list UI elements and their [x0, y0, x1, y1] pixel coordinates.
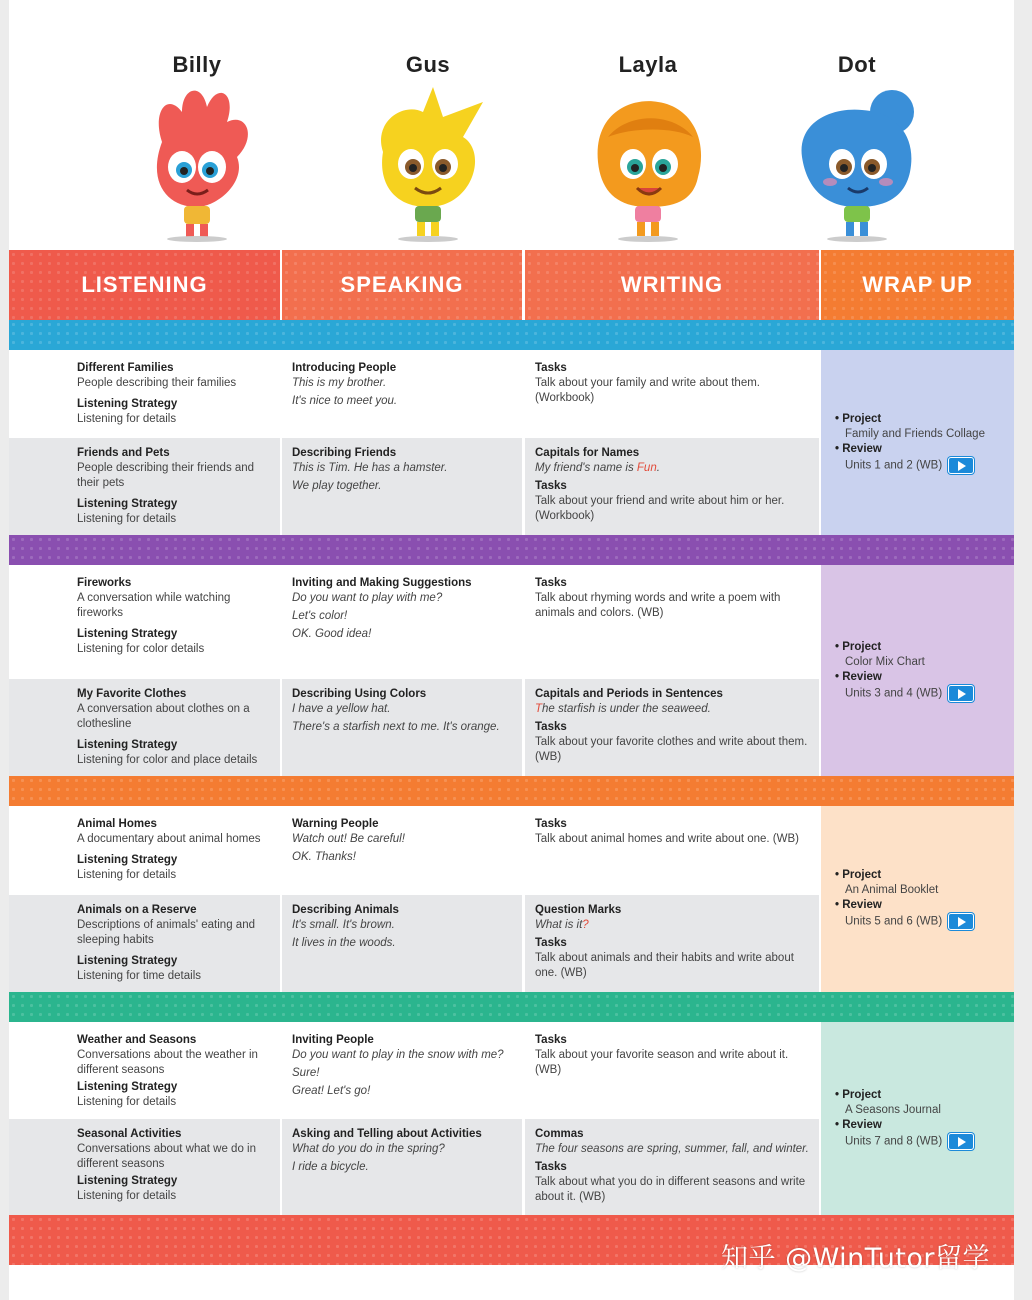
speaking-line: Sure! [292, 1067, 320, 1079]
writing-cell [525, 1119, 819, 1215]
tasks-text: Talk about rhyming words and write a poem with animals and colors. (WB) [535, 592, 781, 619]
video-play-icon[interactable] [948, 457, 974, 474]
strategy-text: Listening for details [77, 513, 177, 525]
writing-cell [525, 350, 819, 436]
speaking-line: Do you want to play in the snow with me? [292, 1049, 504, 1061]
speaking-line: Great! Let's go! [292, 1085, 371, 1097]
speaking-line: It's small. It's brown. [292, 919, 395, 931]
strategy-text: Listening for details [77, 413, 177, 425]
writing-title: Question Marks [535, 904, 622, 916]
strategy-text: Listening for color and place details [77, 754, 258, 766]
speaking-title: Describing Friends [292, 447, 397, 459]
listening-cell [9, 679, 280, 776]
wrapup-project-label: • Project [835, 641, 882, 653]
speaking-cell [282, 1022, 522, 1117]
listening-cell [9, 438, 280, 535]
speaking-cell [282, 1119, 522, 1215]
wrapup-review: Units 3 and 4 (WB) [835, 685, 1006, 702]
watermark-text: 知乎 @WinTutor留学 [721, 1243, 991, 1274]
wrapup-project-label: • Project [835, 413, 882, 425]
wrapup-review: Units 5 and 6 (WB) [835, 913, 1006, 930]
listening-cell [9, 565, 280, 677]
speaking-line: OK. Thanks! [292, 851, 356, 863]
speaking-cell [282, 438, 522, 535]
column-divider [522, 250, 524, 320]
speaking-title: Warning People [292, 818, 379, 830]
listening-cell [9, 1022, 280, 1117]
strategy-label: Listening Strategy [77, 739, 178, 751]
wrapup-review-label: • Review [835, 899, 882, 911]
column-divider [819, 250, 821, 320]
header-speaking: SPEAKING [282, 250, 522, 320]
speaking-line: I ride a bicycle. [292, 1161, 369, 1173]
tasks-text: Talk about animal homes and write about one. (WB) [535, 833, 799, 845]
strategy-label: Listening Strategy [77, 628, 178, 640]
tasks-label: Tasks [535, 1161, 567, 1173]
tasks-text: Talk about what you do in different seasons and write about it. (WB) [535, 1176, 806, 1203]
speaking-line: We play together. [292, 480, 382, 492]
strategy-text: Listening for color details [77, 643, 205, 655]
character-layla [548, 52, 748, 250]
lesson-title: Seasonal Activities [77, 1128, 182, 1140]
character-dot [757, 52, 957, 250]
writing-example: What is it? [535, 919, 589, 931]
speaking-line: Let's color! [292, 610, 348, 622]
wrapup-panel-3 [821, 806, 1014, 992]
wrapup-review: Units 1 and 2 (WB) [835, 457, 1006, 474]
billy-mascot-icon [122, 82, 272, 242]
character-name: Layla [618, 52, 678, 77]
lesson-desc: Conversations about what we do in different seasons [77, 1143, 256, 1170]
wrapup-panel-1 [821, 350, 1014, 535]
wrapup-project: A Seasons Journal [845, 1104, 941, 1116]
writing-example: The starfish is under the seaweed. [535, 703, 711, 715]
lesson-desc: Descriptions of animals' eating and sleeping habits [77, 919, 255, 946]
listening-cell [9, 806, 280, 893]
lesson-desc: People describing their friends and their pets [77, 462, 255, 489]
character-name: Gus [405, 52, 451, 77]
writing-title: Commas [535, 1128, 584, 1140]
strategy-label: Listening Strategy [77, 498, 178, 510]
speaking-line: I have a yellow hat. [292, 703, 391, 715]
wrapup-panel-2 [821, 565, 1014, 776]
wrapup-review-label: • Review [835, 1119, 882, 1131]
strategy-text: Listening for details [77, 869, 177, 881]
lesson-title: Weather and Seasons [77, 1034, 197, 1046]
listening-cell [9, 350, 280, 436]
speaking-cell [282, 679, 522, 776]
lesson-title: Friends and Pets [77, 447, 170, 459]
wrapup-project-label: • Project [835, 869, 882, 881]
strategy-text: Listening for details [77, 1190, 177, 1202]
unit-band-3 [9, 776, 1014, 806]
wrapup-project-label: • Project [835, 1089, 882, 1101]
speaking-cell [282, 806, 522, 893]
wrapup-review: Units 7 and 8 (WB) [835, 1133, 1006, 1150]
wrapup-review-label: • Review [835, 443, 882, 455]
tasks-label: Tasks [535, 480, 567, 492]
tasks-text: Talk about your family and write about them. (Workbook) [535, 377, 761, 404]
speaking-title: Inviting and Making Suggestions [292, 577, 472, 589]
header-writing: WRITING [525, 250, 819, 320]
wrapup-review-label: • Review [835, 671, 882, 683]
gus-mascot-icon [353, 82, 503, 242]
writing-cell [525, 1022, 819, 1117]
strategy-label: Listening Strategy [77, 398, 178, 410]
strategy-label: Listening Strategy [77, 1175, 178, 1187]
video-play-icon[interactable] [948, 685, 974, 702]
scope-sequence-page [9, 0, 1014, 1300]
tasks-text: Talk about your friend and write about him or her. (Workbook) [535, 495, 785, 522]
speaking-line: This is Tim. He has a hamster. [292, 462, 448, 474]
speaking-line: There's a starfish next to me. It's orange. [292, 721, 500, 733]
tasks-text: Talk about animals and their habits and write about one. (WB) [535, 952, 794, 979]
speaking-line: Watch out! Be careful! [292, 833, 405, 845]
speaking-line: This is my brother. [292, 377, 387, 389]
writing-cell [525, 895, 819, 992]
lesson-title: Different Families [77, 362, 174, 374]
writing-cell [525, 679, 819, 776]
lesson-desc: A conversation about clothes on a clothesline [77, 703, 250, 730]
strategy-text: Listening for details [77, 1096, 177, 1108]
tasks-text: Talk about your favorite season and write about it. (WB) [535, 1049, 789, 1076]
speaking-line: It lives in the woods. [292, 937, 396, 949]
wrapup-project: Color Mix Chart [845, 656, 925, 668]
character-name: Billy [172, 52, 222, 77]
video-play-icon[interactable] [948, 913, 974, 930]
character-billy [97, 52, 297, 250]
writing-example: The four seasons are spring, summer, fall, and winter. [535, 1143, 809, 1155]
character-name: Dot [837, 52, 877, 77]
writing-example: My friend's name is Fun. [535, 462, 660, 474]
speaking-cell [282, 565, 522, 677]
tasks-label: Tasks [535, 1034, 567, 1046]
speaking-line: Do you want to play with me? [292, 592, 443, 604]
wrapup-panel-4 [821, 1022, 1014, 1215]
speaking-title: Describing Animals [292, 904, 399, 916]
wrapup-project: An Animal Booklet [845, 884, 939, 896]
lesson-desc: A documentary about animal homes [77, 833, 261, 845]
tasks-label: Tasks [535, 721, 567, 733]
tasks-label: Tasks [535, 937, 567, 949]
tasks-label: Tasks [535, 577, 567, 589]
video-play-icon[interactable] [948, 1133, 974, 1150]
speaking-cell [282, 895, 522, 992]
tasks-label: Tasks [535, 818, 567, 830]
writing-title: Capitals and Periods in Sentences [535, 688, 723, 700]
strategy-label: Listening Strategy [77, 1081, 178, 1093]
layla-mascot-icon [573, 82, 723, 242]
strategy-label: Listening Strategy [77, 955, 178, 967]
writing-cell [525, 806, 819, 893]
wrapup-project: Family and Friends Collage [845, 428, 985, 440]
lesson-desc: A conversation while watching fireworks [77, 592, 231, 619]
character-gus [328, 52, 528, 250]
dot-mascot-icon [782, 82, 932, 242]
tasks-text: Talk about your favorite clothes and write about them. (WB) [535, 736, 808, 763]
lesson-title: My Favorite Clothes [77, 688, 187, 700]
speaking-line: It's nice to meet you. [292, 395, 398, 407]
listening-cell [9, 1119, 280, 1215]
lesson-title: Animals on a Reserve [77, 904, 197, 916]
header-listening: LISTENING [9, 250, 280, 320]
column-divider [280, 250, 282, 320]
speaking-line: OK. Good idea! [292, 628, 372, 640]
listening-cell [9, 895, 280, 992]
strategy-text: Listening for time details [77, 970, 202, 982]
unit-band-2 [9, 535, 1014, 565]
writing-cell [525, 438, 819, 535]
lesson-desc: Conversations about the weather in different seasons [77, 1049, 258, 1076]
header-wrap-up: WRAP UP [821, 250, 1014, 320]
speaking-title: Inviting People [292, 1034, 374, 1046]
lesson-title: Fireworks [77, 577, 132, 589]
strategy-label: Listening Strategy [77, 854, 178, 866]
unit-band-1 [9, 320, 1014, 350]
lesson-desc: People describing their families [77, 377, 237, 389]
speaking-line: What do you do in the spring? [292, 1143, 445, 1155]
writing-cell [525, 565, 819, 677]
unit-band-4 [9, 992, 1014, 1022]
speaking-cell [282, 350, 522, 436]
speaking-title: Asking and Telling about Activities [292, 1128, 482, 1140]
tasks-label: Tasks [535, 362, 567, 374]
speaking-title: Describing Using Colors [292, 688, 427, 700]
lesson-title: Animal Homes [77, 818, 157, 830]
speaking-title: Introducing People [292, 362, 397, 374]
writing-title: Capitals for Names [535, 447, 640, 459]
